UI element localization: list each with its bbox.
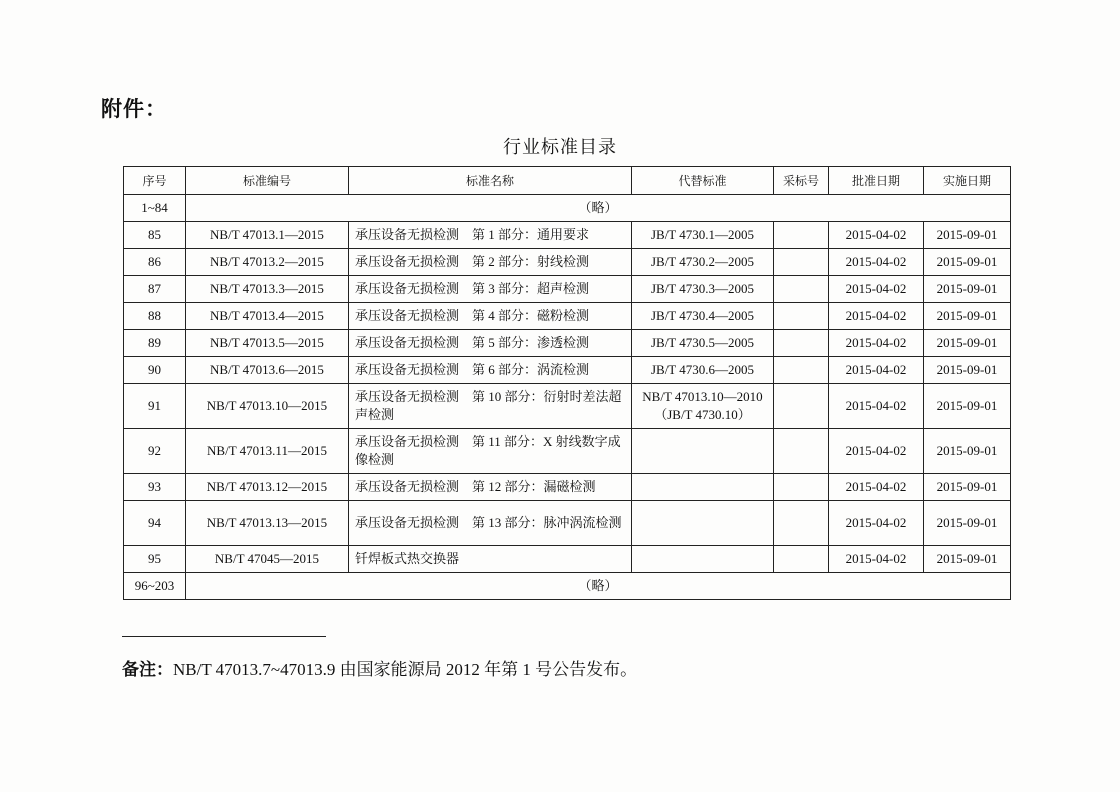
- cell-seq: 91: [124, 384, 186, 429]
- table-row: [124, 303, 1011, 330]
- omitted-text: （略）: [186, 195, 1011, 222]
- cell-replaces: [632, 429, 774, 474]
- cell-effective-date: 2015-09-01: [924, 222, 1011, 249]
- omitted-range: 96~203: [124, 573, 186, 600]
- cell-seq: 94: [124, 501, 186, 546]
- replaces-primary: NB/T 47013.10—2010: [642, 389, 763, 404]
- cell-code: NB/T 47013.11—2015: [186, 429, 349, 474]
- cell-replaces: [632, 276, 774, 303]
- cell-approve-date: 2015-04-02: [829, 249, 924, 276]
- table-row: [124, 501, 1011, 546]
- footnote: [122, 655, 637, 680]
- cell-seq: 85: [124, 222, 186, 249]
- replaces-primary: JB/T 4730.3—2005: [650, 281, 755, 296]
- cell-seq: 95: [124, 546, 186, 573]
- cell-effective-date: 2015-09-01: [924, 429, 1011, 474]
- cell-name: 承压设备无损检测 第 6 部分：涡流检测: [349, 357, 632, 384]
- table-row: [124, 222, 1011, 249]
- table-header-row: [124, 167, 1011, 195]
- cell-approve-date: 2015-04-02: [829, 303, 924, 330]
- cell-adopt: [774, 249, 829, 276]
- cell-adopt: [774, 546, 829, 573]
- table-row: [124, 249, 1011, 276]
- cell-adopt: [774, 474, 829, 501]
- omitted-range: 1~84: [124, 195, 186, 222]
- cell-approve-date: 2015-04-02: [829, 276, 924, 303]
- cell-seq: 93: [124, 474, 186, 501]
- cell-seq: 92: [124, 429, 186, 474]
- cell-code: NB/T 47045—2015: [186, 546, 349, 573]
- replaces-primary: JB/T 4730.4—2005: [650, 308, 755, 323]
- cell-adopt: [774, 276, 829, 303]
- header-effective-date: 实施日期: [924, 167, 1011, 195]
- cell-name: 承压设备无损检测 第 2 部分：射线检测: [349, 249, 632, 276]
- cell-adopt: [774, 384, 829, 429]
- omitted-row-top: [124, 195, 1011, 222]
- cell-adopt: [774, 303, 829, 330]
- replaces-primary: JB/T 4730.5—2005: [650, 335, 755, 350]
- cell-approve-date: 2015-04-02: [829, 474, 924, 501]
- cell-code: NB/T 47013.4—2015: [186, 303, 349, 330]
- cell-adopt: [774, 429, 829, 474]
- replaces-primary: JB/T 4730.2—2005: [650, 254, 755, 269]
- cell-adopt: [774, 501, 829, 546]
- header-code: 标准编号: [186, 167, 349, 195]
- cell-effective-date: 2015-09-01: [924, 474, 1011, 501]
- footnote-text: NB/T 47013.7~47013.9 由国家能源局 2012 年第 1 号公告发布。: [173, 660, 638, 679]
- cell-approve-date: 2015-04-02: [829, 429, 924, 474]
- table-row: [124, 429, 1011, 474]
- cell-name: 承压设备无损检测 第 3 部分：超声检测: [349, 276, 632, 303]
- cell-effective-date: 2015-09-01: [924, 276, 1011, 303]
- header-approve-date: 批准日期: [829, 167, 924, 195]
- cell-replaces: [632, 546, 774, 573]
- cell-seq: 88: [124, 303, 186, 330]
- cell-name: 承压设备无损检测 第 1 部分：通用要求: [349, 222, 632, 249]
- cell-seq: 87: [124, 276, 186, 303]
- cell-effective-date: 2015-09-01: [924, 501, 1011, 546]
- omitted-text: （略）: [186, 573, 1011, 600]
- cell-code: NB/T 47013.5—2015: [186, 330, 349, 357]
- cell-effective-date: 2015-09-01: [924, 357, 1011, 384]
- cell-replaces: [632, 330, 774, 357]
- cell-replaces: [632, 303, 774, 330]
- header-replaces: 代替标准: [632, 167, 774, 195]
- cell-name: 承压设备无损检测 第 11 部分：X 射线数字成像检测: [349, 429, 632, 474]
- cell-code: NB/T 47013.2—2015: [186, 249, 349, 276]
- header-adopt: 采标号: [774, 167, 829, 195]
- table-row: [124, 384, 1011, 429]
- cell-replaces: [632, 384, 774, 429]
- table-row: [124, 276, 1011, 303]
- cell-replaces: [632, 474, 774, 501]
- cell-replaces: [632, 222, 774, 249]
- cell-effective-date: 2015-09-01: [924, 330, 1011, 357]
- cell-code: NB/T 47013.13—2015: [186, 501, 349, 546]
- cell-code: NB/T 47013.6—2015: [186, 357, 349, 384]
- cell-replaces: [632, 357, 774, 384]
- cell-code: NB/T 47013.1—2015: [186, 222, 349, 249]
- table-row: [124, 357, 1011, 384]
- cell-name: 承压设备无损检测 第 10 部分：衍射时差法超声检测: [349, 384, 632, 429]
- cell-seq: 89: [124, 330, 186, 357]
- cell-seq: 90: [124, 357, 186, 384]
- header-name: 标准名称: [349, 167, 632, 195]
- cell-approve-date: 2015-04-02: [829, 330, 924, 357]
- cell-name: 承压设备无损检测 第 12 部分：漏磁检测: [349, 474, 632, 501]
- cell-adopt: [774, 222, 829, 249]
- cell-approve-date: 2015-04-02: [829, 501, 924, 546]
- table-row: [124, 546, 1011, 573]
- cell-adopt: [774, 357, 829, 384]
- cell-code: NB/T 47013.12—2015: [186, 474, 349, 501]
- table-row: [124, 330, 1011, 357]
- cell-approve-date: 2015-04-02: [829, 222, 924, 249]
- cell-approve-date: 2015-04-02: [829, 357, 924, 384]
- cell-name: 承压设备无损检测 第 4 部分：磁粉检测: [349, 303, 632, 330]
- replaces-primary: JB/T 4730.1—2005: [650, 227, 755, 242]
- omitted-row-bottom: [124, 573, 1011, 600]
- cell-adopt: [774, 330, 829, 357]
- cell-effective-date: 2015-09-01: [924, 546, 1011, 573]
- cell-replaces: [632, 249, 774, 276]
- cell-effective-date: 2015-09-01: [924, 384, 1011, 429]
- cell-name: 钎焊板式热交换器: [349, 546, 632, 573]
- cell-approve-date: 2015-04-02: [829, 384, 924, 429]
- cell-code: NB/T 47013.3—2015: [186, 276, 349, 303]
- footnote-divider: [122, 636, 326, 637]
- attachment-label: 附件：: [101, 97, 167, 121]
- cell-replaces: [632, 501, 774, 546]
- cell-approve-date: 2015-04-02: [829, 546, 924, 573]
- table-row: [124, 474, 1011, 501]
- cell-effective-date: 2015-09-01: [924, 249, 1011, 276]
- standards-table: [123, 166, 1011, 600]
- replaces-primary: JB/T 4730.6—2005: [650, 362, 755, 377]
- footnote-label: 备注：: [122, 660, 173, 680]
- page-title: 行业标准目录: [503, 137, 617, 158]
- cell-seq: 86: [124, 249, 186, 276]
- replaces-secondary: （JB/T 4730.10）: [654, 407, 751, 422]
- cell-name: 承压设备无损检测 第 5 部分：渗透检测: [349, 330, 632, 357]
- cell-name: 承压设备无损检测 第 13 部分：脉冲涡流检测: [349, 501, 632, 546]
- header-seq: 序号: [124, 167, 186, 195]
- cell-code: NB/T 47013.10—2015: [186, 384, 349, 429]
- cell-effective-date: 2015-09-01: [924, 303, 1011, 330]
